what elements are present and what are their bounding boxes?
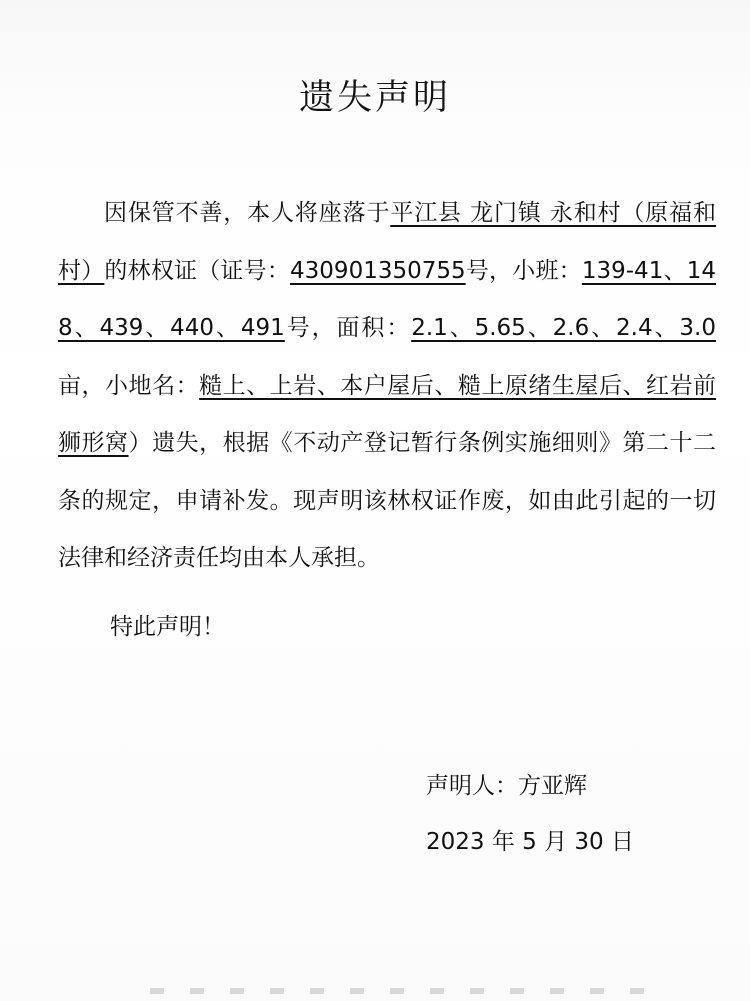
subplot-numbers: 139-41、148、439、440、491: [58, 257, 716, 341]
declarant-label: 声明人：: [426, 773, 518, 799]
bottom-edge-mark: [150, 988, 670, 994]
declaration-body: [58, 185, 716, 588]
declaration-paragraph: [58, 185, 716, 588]
signature-block: [426, 758, 634, 870]
place-names: 糙上、上岩、本户屋后、糙上原绪生屋后、红岩前狮形窝: [58, 372, 717, 456]
closing-statement: 特此声明！: [110, 614, 225, 640]
declaration-date: 2023 年 5 月 30 日: [426, 829, 634, 855]
document-title: 遗失声明: [298, 78, 451, 118]
place-label-text: 亩，小地名：: [58, 372, 200, 399]
intro-text: 因保管不善，本人将座落于: [104, 200, 391, 226]
certificate-number: 430901350755: [290, 257, 466, 284]
declaration-remainder: ）遗失，根据《不动产登记暂行条例实施细则》第二十二条的规定，申请补发。现声明该林权证作废，如由此引起的一切法律和经济责任均由本人承担。: [58, 430, 717, 571]
cert-label-text: 的林权证（证号：: [104, 257, 291, 284]
area-values: 2.1、5.65、2.6、2.4、3.0: [411, 315, 716, 341]
location-text: 平江县 龙门镇 永和村（原福和村）: [58, 200, 716, 284]
declarant-line: [426, 758, 634, 814]
declarant-name: 方亚辉: [518, 773, 587, 799]
area-label-text: 号，面积：: [284, 315, 412, 341]
subplot-label-text: 号，小班：: [465, 257, 582, 284]
